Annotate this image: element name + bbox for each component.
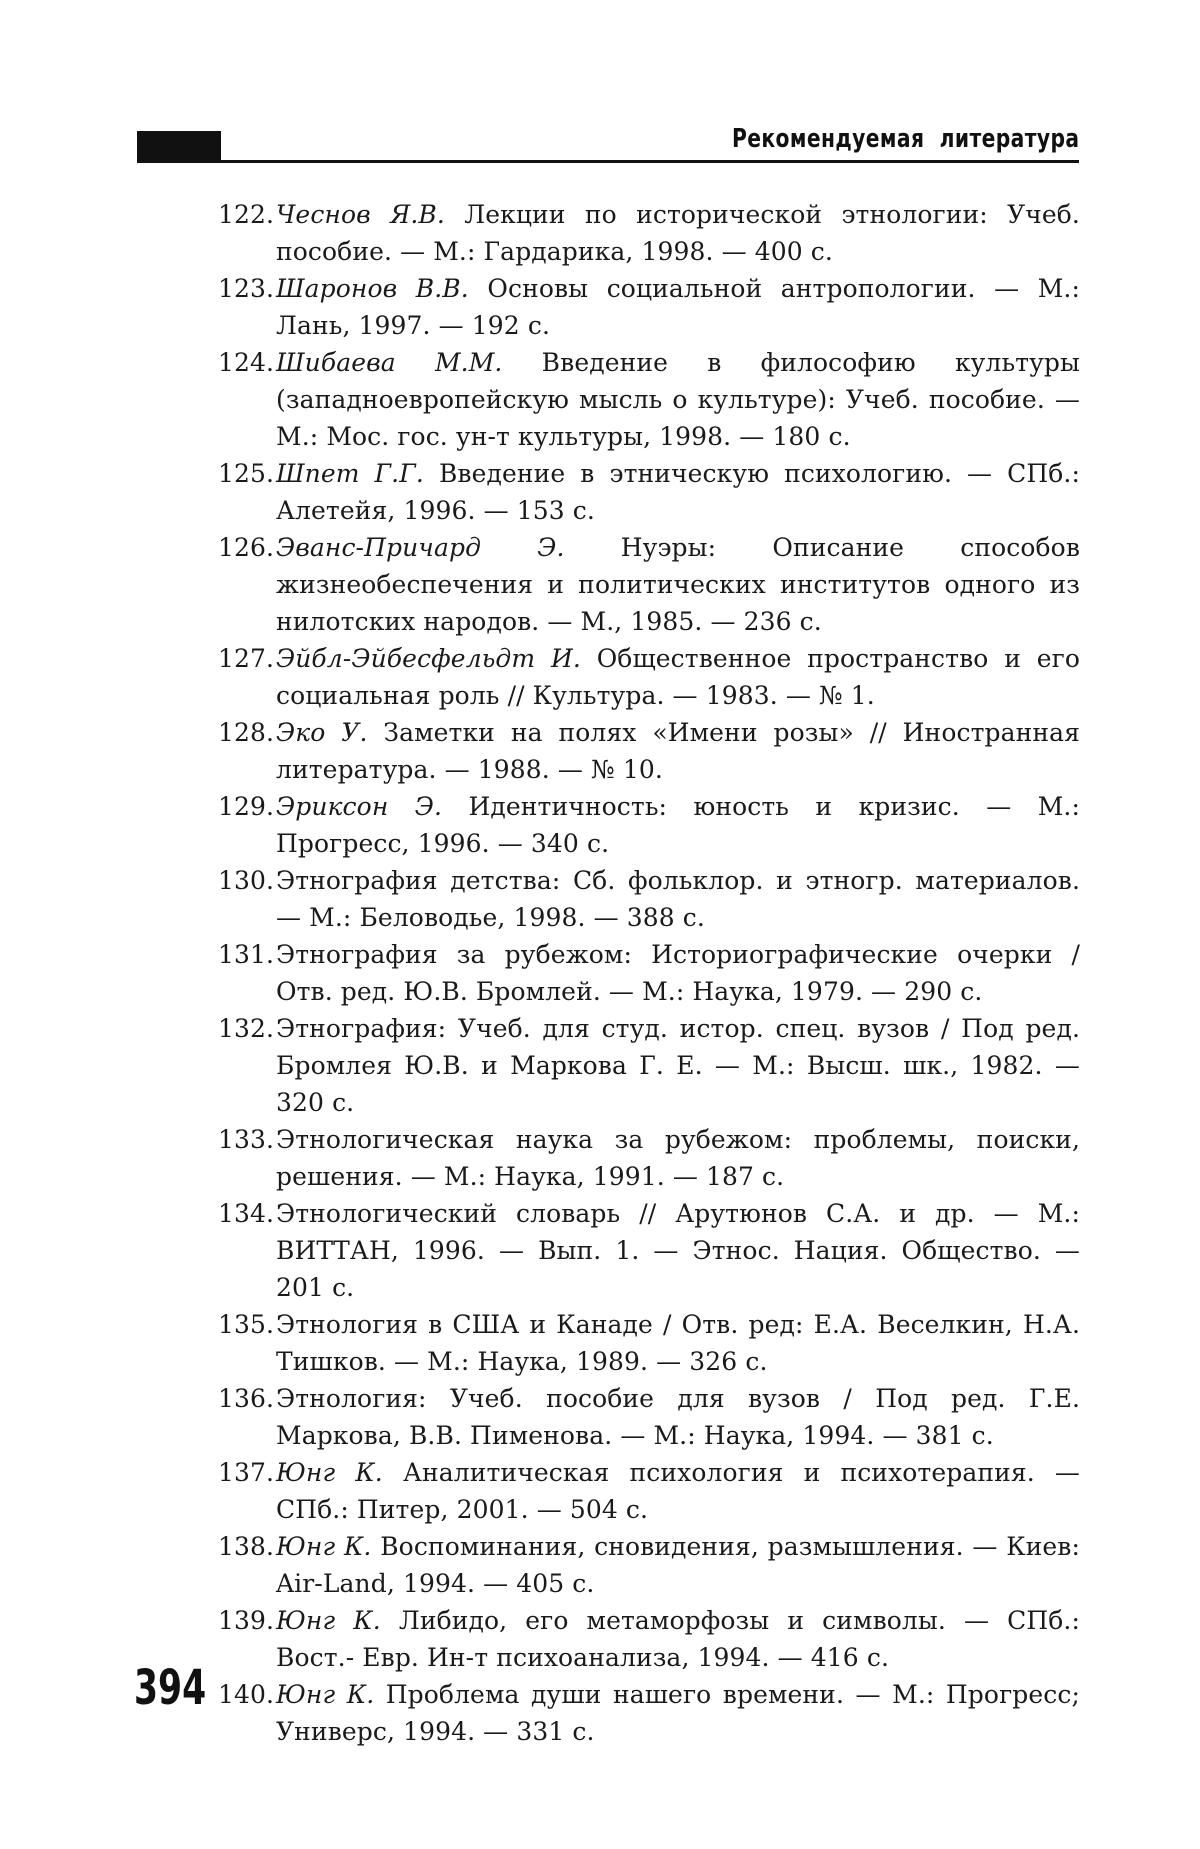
reference-author: Эриксон Э. bbox=[276, 792, 443, 821]
reference-number: 128. bbox=[218, 718, 275, 747]
reference-item bbox=[218, 936, 1080, 1010]
reference-text: Этнография детства: Сб. фольклор. и этногр. материалов. — М.: Беловодье, 1998. — 388 с. bbox=[276, 866, 1080, 932]
reference-item bbox=[218, 529, 1080, 640]
reference-author: Шаронов В.В. bbox=[276, 274, 469, 303]
reference-item bbox=[218, 196, 1080, 270]
reference-text: Лекции по исторической этнологии: Учеб. пособие. — М.: Гардарика, 1998. — 400 с. bbox=[276, 200, 1080, 266]
reference-number: 130. bbox=[218, 866, 275, 895]
reference-number: 129. bbox=[218, 792, 275, 821]
header-black-bar bbox=[137, 131, 221, 163]
reference-text: Введение в этническую психологию. — СПб.: Алетейя, 1996. — 153 с. bbox=[276, 459, 1081, 525]
reference-text: Этнологический словарь // Арутюнов С.А. и др. — М.: ВИТТАН, 1996. — Вып. 1. — Этнос. Нация. Общество. — 201 с. bbox=[276, 1199, 1080, 1302]
reference-item bbox=[218, 270, 1080, 344]
reference-number: 137. bbox=[218, 1458, 275, 1487]
reference-author: Шибаева М.М. bbox=[276, 348, 503, 377]
reference-author: Юнг К. bbox=[276, 1606, 381, 1635]
reference-text: Этнологическая наука за рубежом: проблемы, поиски, решения. — М.: Наука, 1991. — 187 с. bbox=[276, 1125, 1080, 1191]
reference-text: Идентичность: юность и кризис. — М.: Прогресс, 1996. — 340 с. bbox=[276, 792, 1080, 858]
reference-item bbox=[218, 1306, 1080, 1380]
reference-item bbox=[218, 788, 1080, 862]
reference-text: Либидо, его метаморфозы и символы. — СПб.: Вост.- Евр. Ин-т психоанализа, 1994. — 416 с. bbox=[276, 1606, 1080, 1672]
reference-item bbox=[218, 344, 1080, 455]
reference-item bbox=[218, 455, 1080, 529]
reference-item bbox=[218, 1195, 1080, 1306]
reference-text: Аналитическая психология и психотерапия. — СПб.: Питер, 2001. — 504 с. bbox=[276, 1458, 1081, 1524]
page-number: 394 bbox=[134, 1660, 207, 1716]
reference-number: 132. bbox=[218, 1014, 275, 1043]
reference-number: 127. bbox=[218, 644, 275, 673]
reference-text: Этнография: Учеб. для студ. истор. спец. вузов / Под ред. Бромлея Ю.В. и Маркова Г. Е. — М.: Высш. шк., 1982. — 320 с. bbox=[276, 1014, 1080, 1117]
reference-item bbox=[218, 1010, 1080, 1121]
reference-number: 140. bbox=[218, 1680, 275, 1709]
reference-author: Эйбл-Эйбесфельдт И. bbox=[276, 644, 581, 673]
reference-item bbox=[218, 640, 1080, 714]
reference-author: Эко У. bbox=[276, 718, 368, 747]
reference-text: Общественное пространство и его социальная роль // Культура. — 1983. — № 1. bbox=[276, 644, 1080, 710]
reference-number: 133. bbox=[218, 1125, 275, 1154]
reference-number: 139. bbox=[218, 1606, 275, 1635]
reference-author: Юнг К. bbox=[276, 1532, 372, 1561]
reference-number: 125. bbox=[218, 459, 275, 488]
reference-item bbox=[218, 862, 1080, 936]
reference-number: 126. bbox=[218, 533, 275, 562]
reference-text: Воспоминания, сновидения, размышления. — Киев: Air-Land, 1994. — 405 с. bbox=[276, 1532, 1081, 1598]
reference-text: Заметки на полях «Имени розы» // Иностранная литература. — 1988. — № 10. bbox=[276, 718, 1081, 784]
reference-item bbox=[218, 714, 1080, 788]
reference-number: 136. bbox=[218, 1384, 275, 1413]
reference-author: Шпет Г.Г. bbox=[276, 459, 424, 488]
reference-author: Чеснов Я.В. bbox=[276, 200, 445, 229]
reference-number: 135. bbox=[218, 1310, 275, 1339]
reference-number: 124. bbox=[218, 348, 275, 377]
reference-text: Этнография за рубежом: Историографические очерки / Отв. ред. Ю.В. Бромлей. — М.: Наука, 1979. — 290 с. bbox=[276, 940, 1080, 1006]
reference-number: 134. bbox=[218, 1199, 275, 1228]
reference-number: 131. bbox=[218, 940, 275, 969]
running-title: Рекомендуемая литература bbox=[731, 124, 1079, 154]
reference-author: Юнг К. bbox=[276, 1680, 375, 1709]
reference-text: Этнология: Учеб. пособие для вузов / Под ред. Г.Е. Маркова, В.В. Пименова. — М.: Наука, 1994. — 381 с. bbox=[276, 1384, 1080, 1450]
reference-text: Основы социальной антропологии. — М.: Лань, 1997. — 192 с. bbox=[276, 274, 1080, 340]
reference-text: Этнология в США и Канаде / Отв. ред: Е.А. Веселкин, Н.А. Тишков. — М.: Наука, 1989. — 326 с. bbox=[276, 1310, 1080, 1376]
reference-item bbox=[218, 1602, 1080, 1676]
reference-list bbox=[218, 196, 1080, 1750]
reference-item bbox=[218, 1121, 1080, 1195]
reference-text: Нуэры: Описание способов жизнеобеспечения и политических институтов одного из нилотских народов. — М., 1985. — 236 с. bbox=[276, 533, 1080, 636]
reference-number: 138. bbox=[218, 1532, 275, 1561]
header-rule bbox=[137, 160, 1079, 163]
reference-item bbox=[218, 1380, 1080, 1454]
reference-item bbox=[218, 1528, 1080, 1602]
reference-item bbox=[218, 1454, 1080, 1528]
reference-author: Эванс-Причард Э. bbox=[276, 533, 565, 562]
reference-item bbox=[218, 1676, 1080, 1750]
reference-number: 122. bbox=[218, 200, 275, 229]
reference-text: Проблема души нашего времени. — М.: Прогресс; Универс, 1994. — 331 с. bbox=[276, 1680, 1080, 1746]
reference-author: Юнг К. bbox=[276, 1458, 383, 1487]
reference-text: Введение в философию культуры (западноевропейскую мысль о культуре): Учеб. пособие. — М.: Мос. гос. ун-т культуры, 1998. — 180 с. bbox=[276, 348, 1081, 451]
reference-number: 123. bbox=[218, 274, 275, 303]
